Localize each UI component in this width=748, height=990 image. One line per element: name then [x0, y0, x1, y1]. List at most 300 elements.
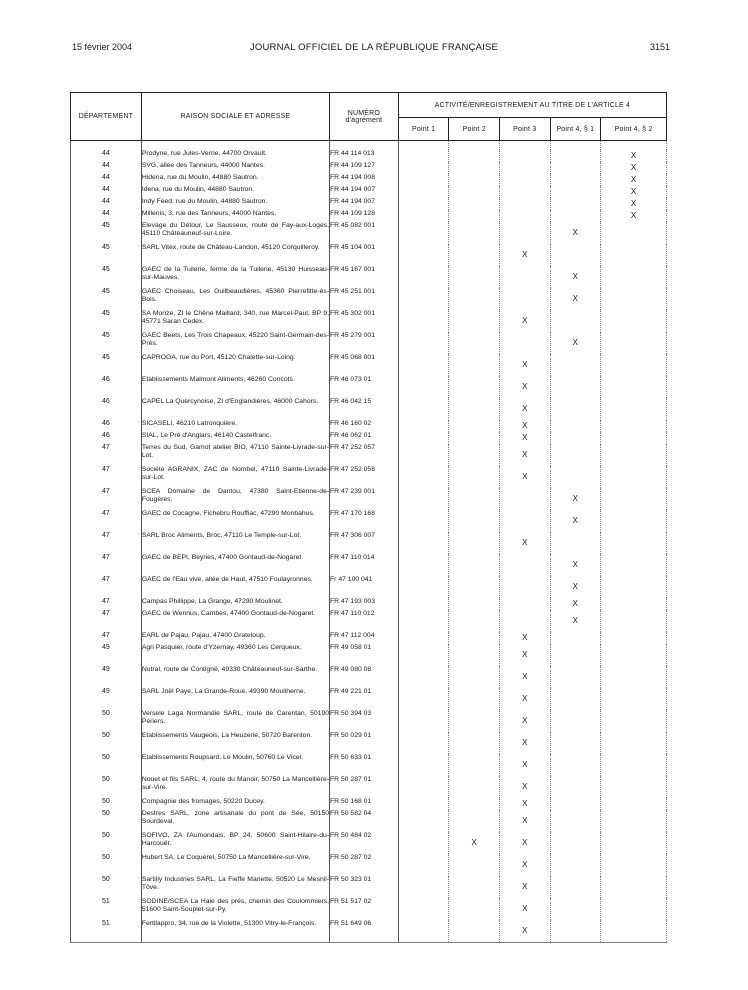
cell-point-1	[398, 432, 449, 444]
check-mark: X	[630, 199, 637, 208]
cell-point-1	[398, 854, 449, 876]
table-row	[71, 754, 667, 776]
cell-point-1	[398, 376, 449, 398]
table-row	[71, 832, 667, 854]
cell-point-1	[398, 162, 449, 174]
table-row	[71, 398, 667, 420]
cell-raison-sociale: Nouet et fils SARL, 4, route du Manoir, 50750 La Mancellière-sur-Vire.	[141, 776, 329, 798]
cell-point-4	[550, 798, 601, 810]
cell-point-2	[449, 186, 500, 198]
cell-departement: 45	[71, 332, 142, 354]
cell-point-3	[499, 510, 550, 532]
table-row	[71, 598, 667, 610]
table-row	[71, 632, 667, 644]
cell-raison-sociale: GAEC Beets, Les Trois Chapeaux, 45220 Saint-Germain-des-Prés.	[141, 332, 329, 354]
cell-departement: 45	[71, 288, 142, 310]
cell-point-2	[449, 644, 500, 666]
cell-point-5	[601, 854, 667, 876]
cell-point-3	[499, 598, 550, 610]
cell-point-1	[398, 832, 449, 854]
cell-point-1	[398, 598, 449, 610]
cell-point-1	[398, 510, 449, 532]
check-mark: X	[572, 560, 579, 569]
cell-point-4	[550, 644, 601, 666]
cell-numero-agrement: FR 47 112 004	[330, 632, 399, 644]
cell-point-3	[499, 666, 550, 688]
table-row	[71, 532, 667, 554]
check-mark: X	[522, 250, 528, 259]
cell-raison-sociale: GAEC de Cocagne, Fichebru Rouffiac, 47290 Monbahus.	[141, 510, 329, 532]
table-row	[71, 666, 667, 688]
cell-point-3	[499, 688, 550, 710]
cell-point-3	[499, 376, 550, 398]
cell-point-3	[499, 810, 550, 832]
cell-raison-sociale: SARL Vitex, route de Château-Landon, 45120 Corquilleroy.	[141, 244, 329, 266]
cell-point-5	[601, 810, 667, 832]
cell-point-5	[601, 288, 667, 310]
cell-point-4	[550, 810, 601, 832]
cell-point-4	[550, 198, 601, 210]
cell-raison-sociale: Hubert SA, Le Coquerel, 50750 La Mancellière-sur-Vire.	[141, 854, 329, 876]
cell-point-5	[601, 150, 667, 162]
cell-raison-sociale: Millenis, 3, rue des Tanneurs, 44000 Nantes.	[141, 210, 329, 222]
cell-departement: 44	[71, 210, 142, 222]
cell-point-2	[449, 854, 500, 876]
cell-point-3	[499, 288, 550, 310]
cell-point-2	[449, 610, 500, 632]
cell-point-2	[449, 398, 500, 420]
cell-numero-agrement: FR 49 058 01	[330, 644, 399, 666]
cell-point-3	[499, 310, 550, 332]
cell-departement: 47	[71, 598, 142, 610]
check-mark: X	[522, 472, 528, 481]
cell-departement: 50	[71, 832, 142, 854]
cell-point-2	[449, 898, 500, 920]
cell-point-5	[601, 576, 667, 598]
cell-departement: 46	[71, 420, 142, 432]
col-header-departement: DÉPARTEMENT	[71, 93, 142, 141]
table-row	[71, 288, 667, 310]
cell-point-4	[550, 688, 601, 710]
cell-point-4	[550, 898, 601, 920]
table-row	[71, 186, 667, 198]
table-row	[71, 432, 667, 444]
cell-point-1	[398, 266, 449, 288]
cell-point-3	[499, 898, 550, 920]
table-row	[71, 710, 667, 732]
cell-point-2	[449, 688, 500, 710]
registration-table	[70, 92, 667, 943]
cell-point-3	[499, 488, 550, 510]
cell-point-3	[499, 198, 550, 210]
cell-point-4	[550, 210, 601, 222]
check-mark: X	[522, 450, 528, 459]
check-mark: X	[522, 860, 528, 869]
cell-point-5	[601, 644, 667, 666]
cell-numero-agrement: FR 50 633 01	[330, 754, 399, 776]
cell-point-1	[398, 810, 449, 832]
cell-point-3	[499, 576, 550, 598]
cell-raison-sociale: Versele Laga Normandie SARL, route de Carentan, 50190 Périers.	[141, 710, 329, 732]
table-row	[71, 554, 667, 576]
cell-point-5	[601, 186, 667, 198]
check-mark: X	[522, 782, 528, 791]
check-mark: X	[522, 816, 528, 825]
table-row	[71, 222, 667, 244]
cell-point-1	[398, 610, 449, 632]
header-date: 15 février 2004	[72, 42, 133, 52]
cell-point-5	[601, 354, 667, 376]
cell-point-3	[499, 644, 550, 666]
cell-point-1	[398, 444, 449, 466]
cell-point-1	[398, 666, 449, 688]
cell-point-4	[550, 510, 601, 532]
check-mark: X	[522, 904, 528, 913]
cell-raison-sociale: Destres SARL, zone artisanale du pont de Sée, 50150 Sourdeval.	[141, 810, 329, 832]
table-body	[71, 141, 667, 943]
cell-point-1	[398, 466, 449, 488]
cell-numero-agrement: FR 47 252 057	[330, 444, 399, 466]
cell-point-2	[449, 754, 500, 776]
table-row	[71, 332, 667, 354]
cell-point-5	[601, 732, 667, 754]
cell-point-2	[449, 488, 500, 510]
cell-point-4	[550, 532, 601, 554]
cell-point-1	[398, 150, 449, 162]
cell-point-4	[550, 174, 601, 186]
cell-point-4	[550, 598, 601, 610]
cell-point-2	[449, 162, 500, 174]
cell-numero-agrement: FR 50 394 03	[330, 710, 399, 732]
cell-point-4	[550, 832, 601, 854]
cell-numero-agrement: FR 46 160 02	[330, 420, 399, 432]
check-mark: X	[522, 926, 528, 935]
cell-point-3	[499, 244, 550, 266]
cell-point-2	[449, 444, 500, 466]
cell-point-2	[449, 776, 500, 798]
cell-point-2	[449, 376, 500, 398]
cell-point-4	[550, 266, 601, 288]
table-row	[71, 510, 667, 532]
check-mark: X	[522, 882, 528, 891]
check-mark: X	[630, 175, 637, 184]
cell-point-2	[449, 420, 500, 432]
cell-point-4	[550, 732, 601, 754]
table-row	[71, 610, 667, 632]
page-number: 3151	[649, 42, 670, 52]
cell-point-2	[449, 510, 500, 532]
cell-point-5	[601, 754, 667, 776]
check-mark: X	[572, 616, 579, 625]
cell-numero-agrement: FR 45 082 001	[330, 222, 399, 244]
cell-point-4	[550, 432, 601, 444]
cell-point-3	[499, 210, 550, 222]
cell-numero-agrement: FR 45 279 001	[330, 332, 399, 354]
table-row	[71, 732, 667, 754]
cell-point-1	[398, 754, 449, 776]
cell-point-4	[550, 920, 601, 943]
cell-point-2	[449, 532, 500, 554]
cell-point-2	[449, 266, 500, 288]
cell-numero-agrement: FR 50 582 04	[330, 810, 399, 832]
cell-point-5	[601, 174, 667, 186]
check-mark: X	[471, 838, 477, 847]
cell-point-4	[550, 854, 601, 876]
cell-point-5	[601, 222, 667, 244]
cell-departement: 44	[71, 198, 142, 210]
cell-departement: 51	[71, 898, 142, 920]
cell-point-1	[398, 210, 449, 222]
cell-point-1	[398, 186, 449, 198]
cell-raison-sociale: Indy Feed, rue du Moulin, 44880 Sautron.	[141, 198, 329, 210]
cell-point-2	[449, 810, 500, 832]
cell-numero-agrement: FR 44 194 007	[330, 186, 399, 198]
table-row	[71, 174, 667, 186]
cell-point-3	[499, 332, 550, 354]
cell-numero-agrement: FR 45 302 001	[330, 310, 399, 332]
cell-departement: 50	[71, 732, 142, 754]
table-row	[71, 798, 667, 810]
cell-point-1	[398, 488, 449, 510]
check-mark: X	[522, 799, 528, 808]
cell-raison-sociale: GAEC Choiseau, Les Guilbeaudières, 45360 Pierrefitte-ès-Bois.	[141, 288, 329, 310]
cell-point-4	[550, 186, 601, 198]
cell-point-5	[601, 532, 667, 554]
check-mark: X	[522, 316, 528, 325]
cell-point-4	[550, 576, 601, 598]
table-row	[71, 898, 667, 920]
cell-point-1	[398, 898, 449, 920]
cell-point-4	[550, 222, 601, 244]
cell-raison-sociale: GAEC de l'Eau vive, allée de Haut, 47510 Foulayronnes.	[141, 576, 329, 598]
cell-point-5	[601, 244, 667, 266]
cell-point-4	[550, 288, 601, 310]
cell-point-2	[449, 198, 500, 210]
cell-numero-agrement: FR 47 239 001	[330, 488, 399, 510]
cell-point-1	[398, 776, 449, 798]
cell-departement: 47	[71, 510, 142, 532]
cell-point-2	[449, 576, 500, 598]
cell-numero-agrement: FR 44 109 127	[330, 162, 399, 174]
col-header-point-2: Point 2	[449, 118, 500, 141]
cell-numero-agrement: FR 47 110 012	[330, 610, 399, 632]
cell-numero-agrement: FR 47 306 007	[330, 532, 399, 554]
cell-point-1	[398, 354, 449, 376]
cell-raison-sociale: SOFIVO, ZA l'Aumondais, BP 24, 50600 Saint-Hilaire-du-Harcouët.	[141, 832, 329, 854]
cell-point-5	[601, 710, 667, 732]
cell-numero-agrement: FR 50 287 01	[330, 776, 399, 798]
check-mark: X	[522, 760, 528, 769]
check-mark: X	[522, 738, 528, 747]
cell-raison-sociale: GAEC de Wennus, Cambes, 47400 Gontaud-de-Nogaret.	[141, 610, 329, 632]
col-header-point-3: Point 3	[499, 118, 550, 141]
cell-numero-agrement: FR 45 104 001	[330, 244, 399, 266]
cell-departement: 44	[71, 186, 142, 198]
cell-point-2	[449, 332, 500, 354]
check-mark: X	[630, 151, 637, 160]
cell-departement: 44	[71, 150, 142, 162]
cell-point-1	[398, 644, 449, 666]
cell-departement: 44	[71, 174, 142, 186]
cell-point-4	[550, 354, 601, 376]
check-mark: X	[572, 228, 579, 237]
cell-point-2	[449, 432, 500, 444]
cell-point-5	[601, 832, 667, 854]
cell-point-1	[398, 222, 449, 244]
cell-point-1	[398, 554, 449, 576]
cell-raison-sociale: Campas Phillippe, La Grange, 47290 Moulinet.	[141, 598, 329, 610]
cell-point-2	[449, 920, 500, 943]
cell-point-4	[550, 876, 601, 898]
cell-numero-agrement: FR 45 167 001	[330, 266, 399, 288]
cell-point-4	[550, 776, 601, 798]
check-mark: X	[522, 382, 528, 391]
cell-point-1	[398, 920, 449, 943]
cell-departement: 47	[71, 466, 142, 488]
cell-point-1	[398, 244, 449, 266]
check-mark: X	[572, 599, 579, 608]
cell-numero-agrement: FR 46 042 15	[330, 398, 399, 420]
cell-point-2	[449, 288, 500, 310]
cell-departement: 47	[71, 488, 142, 510]
cell-raison-sociale: SODINE/SCEA La Haie des prés, chemin des Coulommiers, 51600 Saint-Souplet-sur-Py.	[141, 898, 329, 920]
cell-point-2	[449, 798, 500, 810]
cell-numero-agrement: FR 44 114 013	[330, 150, 399, 162]
cell-numero-agrement: FR 47 193 003	[330, 598, 399, 610]
cell-point-5	[601, 610, 667, 632]
cell-point-4	[550, 632, 601, 644]
check-mark: X	[572, 582, 579, 591]
table-row	[71, 644, 667, 666]
cell-raison-sociale: EARL de Pajau, Pajau, 47400 Grateloup.	[141, 632, 329, 644]
cell-point-3	[499, 776, 550, 798]
cell-point-5	[601, 420, 667, 432]
cell-point-2	[449, 876, 500, 898]
table-row	[71, 920, 667, 943]
cell-point-5	[601, 198, 667, 210]
cell-point-5	[601, 466, 667, 488]
cell-point-3	[499, 798, 550, 810]
cell-raison-sociale: GAEC de la Tuilerie, ferme de la Tuilerie, 45130 Huisseau-sur-Mauves.	[141, 266, 329, 288]
table-row	[71, 210, 667, 222]
cell-point-2	[449, 310, 500, 332]
check-mark: X	[522, 838, 528, 847]
cell-point-3	[499, 162, 550, 174]
cell-departement: 46	[71, 376, 142, 398]
cell-point-1	[398, 632, 449, 644]
col-header-point-1: Point 1	[398, 118, 449, 141]
cell-raison-sociale: Hidena, rue du Moulin, 44880 Sautron.	[141, 174, 329, 186]
table-row	[71, 854, 667, 876]
cell-departement: 47	[71, 444, 142, 466]
cell-departement: 45	[71, 354, 142, 376]
cell-point-3	[499, 832, 550, 854]
cell-point-2	[449, 354, 500, 376]
cell-point-5	[601, 688, 667, 710]
check-mark: X	[522, 672, 528, 681]
cell-point-4	[550, 420, 601, 432]
cell-point-1	[398, 688, 449, 710]
cell-numero-agrement: FR 51 517 02	[330, 898, 399, 920]
cell-point-5	[601, 598, 667, 610]
cell-point-5	[601, 920, 667, 943]
check-mark: X	[572, 494, 579, 503]
cell-departement: 47	[71, 632, 142, 644]
cell-numero-agrement: FR 50 287 02	[330, 854, 399, 876]
cell-departement: 49	[71, 688, 142, 710]
cell-point-3	[499, 222, 550, 244]
cell-point-2	[449, 174, 500, 186]
cell-departement: 50	[71, 876, 142, 898]
cell-raison-sociale: GAEC de BEPI, Beyries, 47400 Gontaud-de-Nogaret.	[141, 554, 329, 576]
cell-point-5	[601, 798, 667, 810]
cell-point-2	[449, 598, 500, 610]
cell-point-1	[398, 398, 449, 420]
cell-point-3	[499, 150, 550, 162]
table-spacer-row	[71, 141, 667, 151]
cell-raison-sociale: CAPROGA, rue du Port, 45120 Chalette-sur-Loing.	[141, 354, 329, 376]
table-row	[71, 876, 667, 898]
table-row	[71, 150, 667, 162]
cell-departement: 45	[71, 222, 142, 244]
cell-point-5	[601, 444, 667, 466]
cell-numero-agrement: FR 46 073 01	[330, 376, 399, 398]
cell-numero-agrement: FR 46 062 01	[330, 432, 399, 444]
col-header-activite: ACTIVITÉ/ENREGISTREMENT AU TITRE DE L'ARTICLE 4	[398, 93, 666, 118]
cell-raison-sociale: Agri Pasquier, route d'Yzernay, 49360 Les Cerqueux.	[141, 644, 329, 666]
table-row	[71, 810, 667, 832]
cell-point-2	[449, 244, 500, 266]
cell-departement: 49	[71, 644, 142, 666]
check-mark: X	[522, 650, 528, 659]
cell-point-3	[499, 186, 550, 198]
col-header-raison-sociale: RAISON SOCIALE ET ADRESSE	[141, 93, 329, 141]
cell-raison-sociale: Nutral, route de Contigné, 49330 Châteauneuf-sur-Sarthe.	[141, 666, 329, 688]
cell-point-4	[550, 162, 601, 174]
cell-point-1	[398, 420, 449, 432]
check-mark: X	[630, 187, 637, 196]
check-mark: X	[630, 211, 637, 220]
cell-point-1	[398, 532, 449, 554]
cell-point-3	[499, 420, 550, 432]
check-mark: X	[522, 360, 528, 369]
cell-point-1	[398, 710, 449, 732]
cell-point-4	[550, 398, 601, 420]
cell-point-5	[601, 666, 667, 688]
cell-point-3	[499, 610, 550, 632]
cell-departement: 45	[71, 310, 142, 332]
cell-point-3	[499, 432, 550, 444]
table-row	[71, 266, 667, 288]
cell-point-4	[550, 666, 601, 688]
cell-departement: 47	[71, 576, 142, 598]
cell-numero-agrement: FR 49 080 08	[330, 666, 399, 688]
cell-point-4	[550, 150, 601, 162]
cell-departement: 50	[71, 810, 142, 832]
cell-departement: 47	[71, 554, 142, 576]
cell-numero-agrement: FR 51 649 06	[330, 920, 399, 943]
cell-point-5	[601, 898, 667, 920]
cell-point-3	[499, 398, 550, 420]
cell-numero-agrement: FR 47 170 168	[330, 510, 399, 532]
cell-point-4	[550, 466, 601, 488]
cell-point-4	[550, 610, 601, 632]
cell-raison-sociale: Etablissements Malmont Aliments, 46260 Concots.	[141, 376, 329, 398]
cell-point-3	[499, 466, 550, 488]
cell-numero-agrement: Fr 47 100 041	[330, 576, 399, 598]
table-row	[71, 576, 667, 598]
cell-departement: 50	[71, 798, 142, 810]
